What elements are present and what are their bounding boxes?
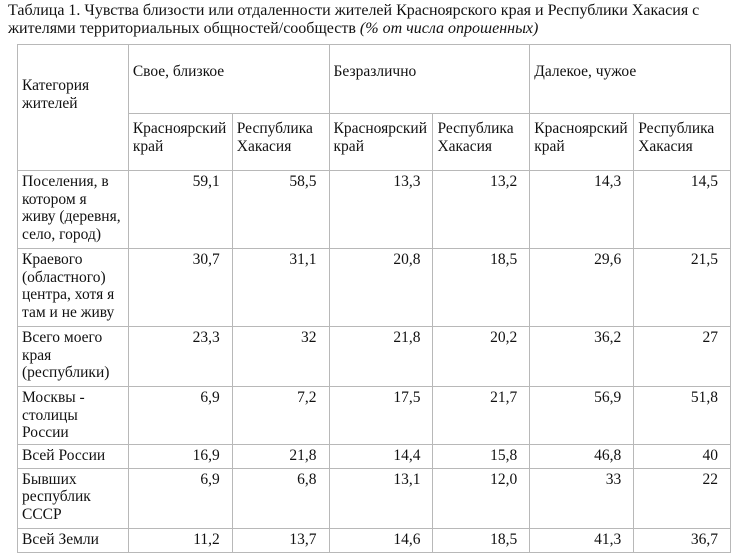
table-cell: 14,3: [530, 171, 634, 249]
table-cell: 14,4: [329, 444, 433, 468]
table-cell: 13,3: [329, 171, 433, 249]
table-cell: 30,7: [128, 249, 232, 327]
table-caption: [8, 2, 724, 38]
category-header: Категория жителей: [18, 45, 129, 171]
table-cell: 23,3: [128, 327, 232, 387]
table-cell: 21,8: [329, 327, 433, 387]
table-row: [18, 249, 731, 327]
caption-note: (% от числа опрошенных): [359, 20, 539, 37]
table-cell: 18,5: [433, 528, 530, 552]
row-label: Всего моего края (республики): [18, 327, 129, 387]
table-cell: 46,8: [530, 444, 634, 468]
row-label: Всей Земли: [18, 528, 129, 552]
table-cell: 51,8: [634, 387, 731, 445]
table-row: [18, 171, 731, 249]
table-cell: 41,3: [530, 528, 634, 552]
table-cell: 59,1: [128, 171, 232, 249]
row-label: Москвы - столицы России: [18, 387, 129, 445]
table-cell: 15,8: [433, 444, 530, 468]
table-cell: 14,6: [329, 528, 433, 552]
table-cell: 12,0: [433, 468, 530, 528]
group-header-indifferent: Безразлично: [329, 45, 530, 114]
table-cell: 6,9: [128, 387, 232, 445]
row-label: Бывших республик СССР: [18, 468, 129, 528]
table-cell: 6,9: [128, 468, 232, 528]
table-cell: 18,5: [433, 249, 530, 327]
caption-title: Таблица 1. Чувства близости или отдаленности жителей Красноярского края и Республики Хакасия с жителями территориальных общностей/сообществ: [8, 2, 700, 37]
table-cell: 33: [530, 468, 634, 528]
subheader-krasnoyarsk: Красноярский край: [128, 114, 232, 171]
table-cell: 17,5: [329, 387, 433, 445]
table-row: [18, 327, 731, 387]
table-cell: 11,2: [128, 528, 232, 552]
table-cell: 7,2: [232, 387, 329, 445]
table-cell: 21,5: [634, 249, 731, 327]
table-cell: 14,5: [634, 171, 731, 249]
subheader-krasnoyarsk: Красноярский край: [530, 114, 634, 171]
row-label: Поселения, в котором я живу (деревня, село, город): [18, 171, 129, 249]
table-cell: 32: [232, 327, 329, 387]
table-cell: 29,6: [530, 249, 634, 327]
table-cell: 31,1: [232, 249, 329, 327]
row-label: Всей России: [18, 444, 129, 468]
table-row: [18, 387, 731, 445]
table-cell: 6,8: [232, 468, 329, 528]
table-cell: 21,7: [433, 387, 530, 445]
header-row-groups: [18, 45, 731, 114]
data-table: [17, 44, 731, 553]
table-cell: 36,7: [634, 528, 731, 552]
subheader-krasnoyarsk: Красноярский край: [329, 114, 433, 171]
subheader-khakassia: Республика Хакасия: [634, 114, 731, 171]
table-cell: 36,2: [530, 327, 634, 387]
table-row: [18, 468, 731, 528]
table-cell: 27: [634, 327, 731, 387]
table-cell: 20,2: [433, 327, 530, 387]
table-row: [18, 528, 731, 552]
table-cell: 13,2: [433, 171, 530, 249]
table-row: [18, 444, 731, 468]
table-cell: 13,1: [329, 468, 433, 528]
table-cell: 56,9: [530, 387, 634, 445]
subheader-khakassia: Республика Хакасия: [433, 114, 530, 171]
table-cell: 22: [634, 468, 731, 528]
table-cell: 20,8: [329, 249, 433, 327]
subheader-khakassia: Республика Хакасия: [232, 114, 329, 171]
table-cell: 40: [634, 444, 731, 468]
table-cell: 16,9: [128, 444, 232, 468]
row-label: Краевого (областного) центра, хотя я там и не живу: [18, 249, 129, 327]
group-header-close: Свое, близкое: [128, 45, 329, 114]
table-cell: 13,7: [232, 528, 329, 552]
table-cell: 58,5: [232, 171, 329, 249]
table-cell: 21,8: [232, 444, 329, 468]
group-header-distant: Далекое, чужое: [530, 45, 731, 114]
